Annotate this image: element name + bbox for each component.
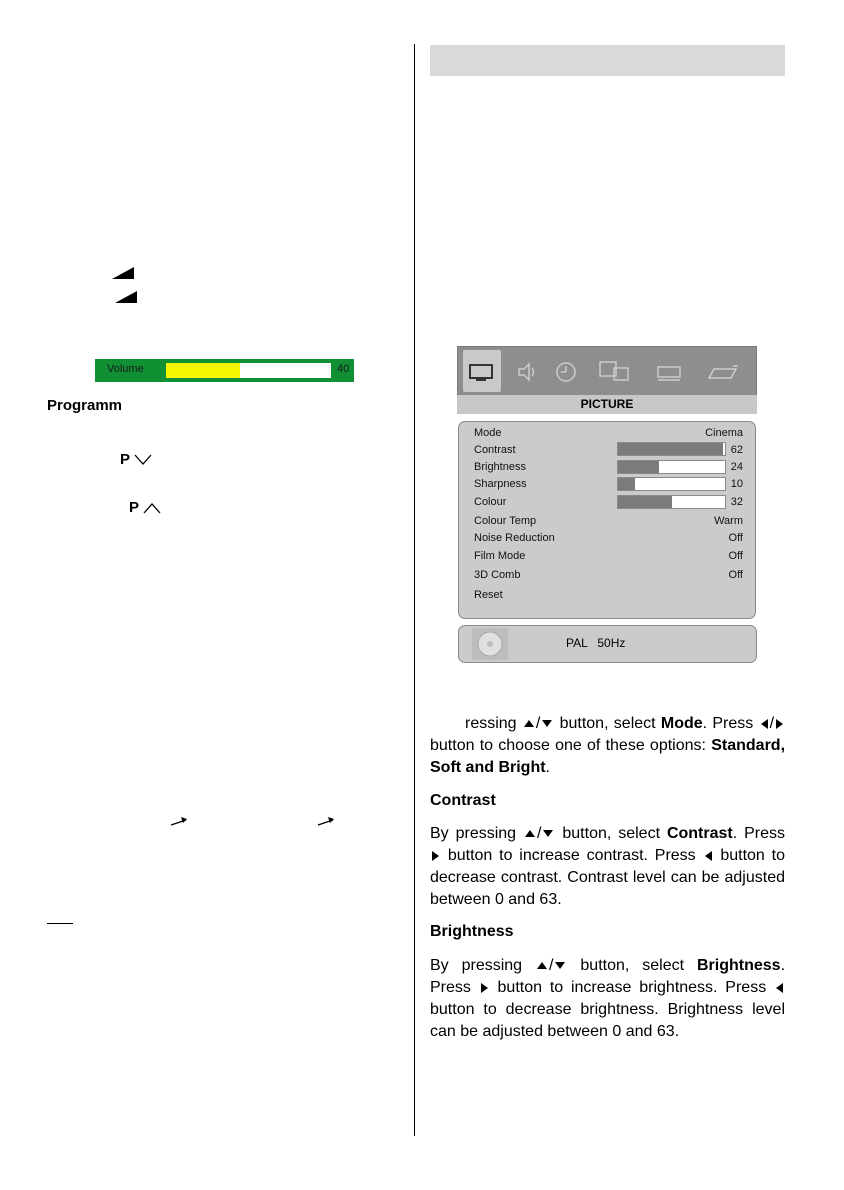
menu-title: PICTURE [457, 395, 757, 414]
volume-label: Volume [107, 363, 144, 375]
brightness-value: 24 [730, 461, 743, 473]
3d-comb-label[interactable]: 3D Comb [474, 569, 521, 581]
p-up-letter: P [129, 499, 140, 516]
contrast-text-1: By pressing [430, 825, 517, 842]
p-up-key [129, 499, 161, 517]
down-arrow-icon [555, 962, 565, 969]
brightness-label[interactable]: Brightness [474, 461, 526, 473]
brightness-text-2: button, select [580, 957, 685, 974]
down-arrow-icon [543, 830, 553, 837]
install-icon[interactable] [598, 358, 630, 384]
contrast-text-5: button to decrease contrast. Contrast level can be adjusted between 0 and 63. [430, 847, 785, 908]
up-arrow-icon [524, 720, 534, 727]
source-icon[interactable] [655, 362, 687, 384]
up-arrow-icon [537, 962, 547, 969]
contrast-slider[interactable] [617, 442, 726, 456]
colour-label[interactable]: Colour [474, 496, 507, 508]
brightness-text-4: button to increase brightness. Press [497, 979, 767, 996]
picture-icon[interactable] [468, 362, 494, 382]
contrast-value: 62 [730, 444, 743, 456]
mode-paragraph: ressing / button, select Mode. Press / button to choose one of these options: Standard, Soft and Bright. [430, 715, 786, 776]
left-arrow-icon [705, 851, 712, 861]
mode-text-3: . Press [702, 715, 754, 732]
contrast-label[interactable]: Contrast [474, 444, 516, 456]
volume-up-icon [112, 267, 136, 279]
contrast-paragraph: By pressing / button, select Contrast. Press button to increase contrast. Press button to decrease contrast. Contrast level can be adjusted between 0 and 63. [430, 825, 786, 908]
programme-heading: Programm [47, 397, 123, 414]
volume-osd [95, 359, 354, 382]
column-divider [414, 44, 415, 1136]
contrast-heading: Contrast [430, 792, 496, 809]
brightness-paragraph: By pressing / button, select Brightness. Press button to increase brightness. Press button to decrease brightness. Brightness level can be adjusted between 0 and 63. [430, 957, 786, 1040]
volume-value: 40 [337, 363, 350, 375]
brightness-text-1: By pressing [430, 957, 523, 974]
colour-slider[interactable] [617, 495, 726, 509]
brightness-text-3: Press [430, 979, 471, 996]
colour-temp-value[interactable]: Warm [714, 515, 743, 527]
mode-keyword: Mode [660, 715, 703, 732]
right-arrow-icon [481, 983, 488, 993]
arrow-right-icon [170, 815, 190, 829]
contrast-text-2: button, select [562, 825, 661, 842]
brightness-keyword: Brightness [697, 957, 781, 974]
arrow-right-icon [317, 815, 337, 829]
sharpness-slider[interactable] [617, 477, 726, 491]
brightness-heading: Brightness [430, 923, 514, 940]
3d-comb-value[interactable]: Off [728, 569, 743, 581]
reset-label[interactable]: Reset [474, 589, 503, 601]
right-arrow-icon [432, 851, 439, 861]
contrast-text-4: button to increase contrast. Press [447, 847, 696, 864]
p-down-letter: P [120, 451, 131, 468]
volume-down-icon [115, 291, 139, 303]
right-arrow-icon [776, 719, 783, 729]
contrast-keyword: Contrast [666, 825, 733, 842]
short-rule [47, 923, 73, 924]
brightness-slider[interactable] [617, 460, 726, 474]
film-mode-value[interactable]: Off [728, 550, 743, 562]
brightness-slider-fill [618, 461, 659, 473]
volume-bar [166, 363, 331, 378]
noise-reduction-value[interactable]: Off [728, 532, 743, 544]
sharpness-slider-fill [618, 478, 635, 490]
contrast-slider-fill [618, 443, 723, 455]
colour-temp-label[interactable]: Colour Temp [474, 515, 537, 527]
contrast-text-3: Press [744, 825, 786, 842]
up-arrow-icon [525, 830, 535, 837]
chevron-down-icon [134, 454, 152, 466]
feature-icon[interactable] [554, 360, 578, 384]
brightness-text-5: button to decrease brightness. Brightness level can be adjusted between 0 and 63. [430, 1001, 785, 1040]
sharpness-label[interactable]: Sharpness [474, 478, 527, 490]
volume-bar-fill [166, 363, 240, 378]
left-arrow-icon [776, 983, 783, 993]
mode-options: Standard, Soft and Bright [430, 737, 786, 776]
disc-icon [472, 628, 508, 660]
p-down-key [120, 451, 152, 469]
signal-status: PAL 50Hz [566, 636, 626, 650]
noise-reduction-label[interactable]: Noise Reduction [474, 532, 555, 544]
sharpness-value: 10 [730, 478, 743, 490]
mode-text-4: button to choose one of these options: [430, 737, 706, 754]
colour-value: 32 [730, 496, 743, 508]
section-header-bar [430, 45, 785, 76]
mode-label[interactable]: Mode [474, 427, 502, 439]
chevron-up-icon [143, 502, 161, 514]
down-arrow-icon [542, 720, 552, 727]
settings-icon[interactable] [706, 362, 740, 384]
left-arrow-icon [761, 719, 768, 729]
mode-text-1: ressing [465, 715, 517, 732]
sound-icon[interactable] [515, 360, 541, 384]
mode-value[interactable]: Cinema [705, 427, 743, 439]
colour-slider-fill [618, 496, 672, 508]
film-mode-label[interactable]: Film Mode [474, 550, 526, 562]
mode-text-2: button, select [559, 715, 656, 732]
